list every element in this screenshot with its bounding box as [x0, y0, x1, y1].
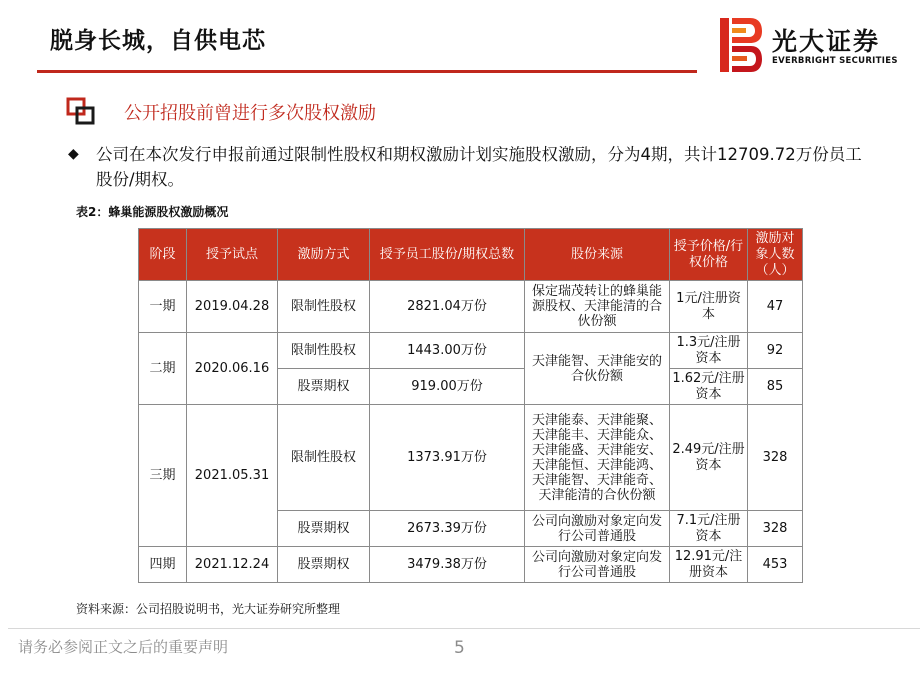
stage-cell: 一期 — [139, 281, 187, 333]
method-cell: 股票期权 — [278, 547, 370, 583]
source-cell: 天津能智、天津能安的合伙份额 — [525, 333, 670, 405]
page-title: 脱身长城，自供电芯 — [50, 28, 266, 54]
stage-cell: 三期 — [139, 405, 187, 547]
grant-date-cell: 2021.12.24 — [187, 547, 278, 583]
price-cell: 1元/注册资本 — [670, 281, 748, 333]
brand-name-english: EVERBRIGHT SECURITIES — [772, 56, 898, 66]
count-cell: 47 — [748, 281, 803, 333]
method-cell: 限制性股权 — [278, 405, 370, 511]
table-title: 表2：蜂巢能源股权激励概况 — [76, 205, 229, 219]
method-cell: 股票期权 — [278, 511, 370, 547]
table-row — [139, 333, 803, 369]
brand-logo — [720, 18, 900, 72]
price-cell: 1.62元/注册资本 — [670, 369, 748, 405]
everbright-logo-icon — [720, 18, 762, 72]
total-cell: 919.00万份 — [370, 369, 525, 405]
method-cell: 股票期权 — [278, 369, 370, 405]
total-cell: 3479.38万份 — [370, 547, 525, 583]
count-cell: 92 — [748, 333, 803, 369]
column-header: 激励方式 — [278, 229, 370, 281]
table-header-row — [139, 229, 803, 281]
column-header: 阶段 — [139, 229, 187, 281]
source-cell: 公司向激励对象定向发行公司普通股 — [525, 511, 670, 547]
brand-name: 光大证券 — [772, 27, 881, 56]
method-cell: 限制性股权 — [278, 281, 370, 333]
source-cell: 公司向激励对象定向发行公司普通股 — [525, 547, 670, 583]
total-cell: 1443.00万份 — [370, 333, 525, 369]
count-cell: 85 — [748, 369, 803, 405]
column-header: 授予员工股份/期权总数 — [370, 229, 525, 281]
column-header: 授予价格/行权价格 — [670, 229, 748, 281]
overlapping-squares-icon — [66, 97, 96, 125]
count-cell: 453 — [748, 547, 803, 583]
price-cell: 2.49元/注册资本 — [670, 405, 748, 511]
section-heading: 公开招股前曾进行多次股权激励 — [124, 103, 376, 124]
diamond-bullet-icon: ◆ — [68, 146, 79, 162]
count-cell: 328 — [748, 405, 803, 511]
total-cell: 2821.04万份 — [370, 281, 525, 333]
page-number: 5 — [454, 638, 465, 658]
grant-date-cell: 2021.05.31 — [187, 405, 278, 547]
footer-divider — [8, 628, 920, 629]
total-cell: 2673.39万份 — [370, 511, 525, 547]
title-divider — [37, 70, 697, 73]
grant-date-cell: 2019.04.28 — [187, 281, 278, 333]
stage-cell: 四期 — [139, 547, 187, 583]
column-header: 股份来源 — [525, 229, 670, 281]
price-cell: 1.3元/注册资本 — [670, 333, 748, 369]
table-row — [139, 281, 803, 333]
price-cell: 7.1元/注册资本 — [670, 511, 748, 547]
source-note: 资料来源：公司招股说明书，光大证券研究所整理 — [76, 602, 341, 616]
bullet-paragraph: 公司在本次发行申报前通过限制性股权和期权激励计划实施股权激励，分为4期，共计12709.72万份员工股份/期权。 — [96, 145, 862, 189]
price-cell: 12.91元/注册资本 — [670, 547, 748, 583]
grant-date-cell: 2020.06.16 — [187, 333, 278, 405]
stage-cell: 二期 — [139, 333, 187, 405]
method-cell: 限制性股权 — [278, 333, 370, 369]
equity-incentive-table — [138, 228, 803, 583]
table-row — [139, 547, 803, 583]
total-cell: 1373.91万份 — [370, 405, 525, 511]
count-cell: 328 — [748, 511, 803, 547]
column-header: 激励对象人数（人） — [748, 229, 803, 281]
source-cell: 天津能泰、天津能聚、天津能丰、天津能众、天津能盛、天津能安、天津能恒、天津能鸿、天津能智、天津能奇、天津能清的合伙份额 — [525, 405, 670, 511]
table-row — [139, 405, 803, 511]
column-header: 授予试点 — [187, 229, 278, 281]
source-cell: 保定瑞茂转让的蜂巢能源股权、天津能清的合伙份额 — [525, 281, 670, 333]
disclaimer: 请务必参阅正文之后的重要声明 — [18, 638, 229, 656]
